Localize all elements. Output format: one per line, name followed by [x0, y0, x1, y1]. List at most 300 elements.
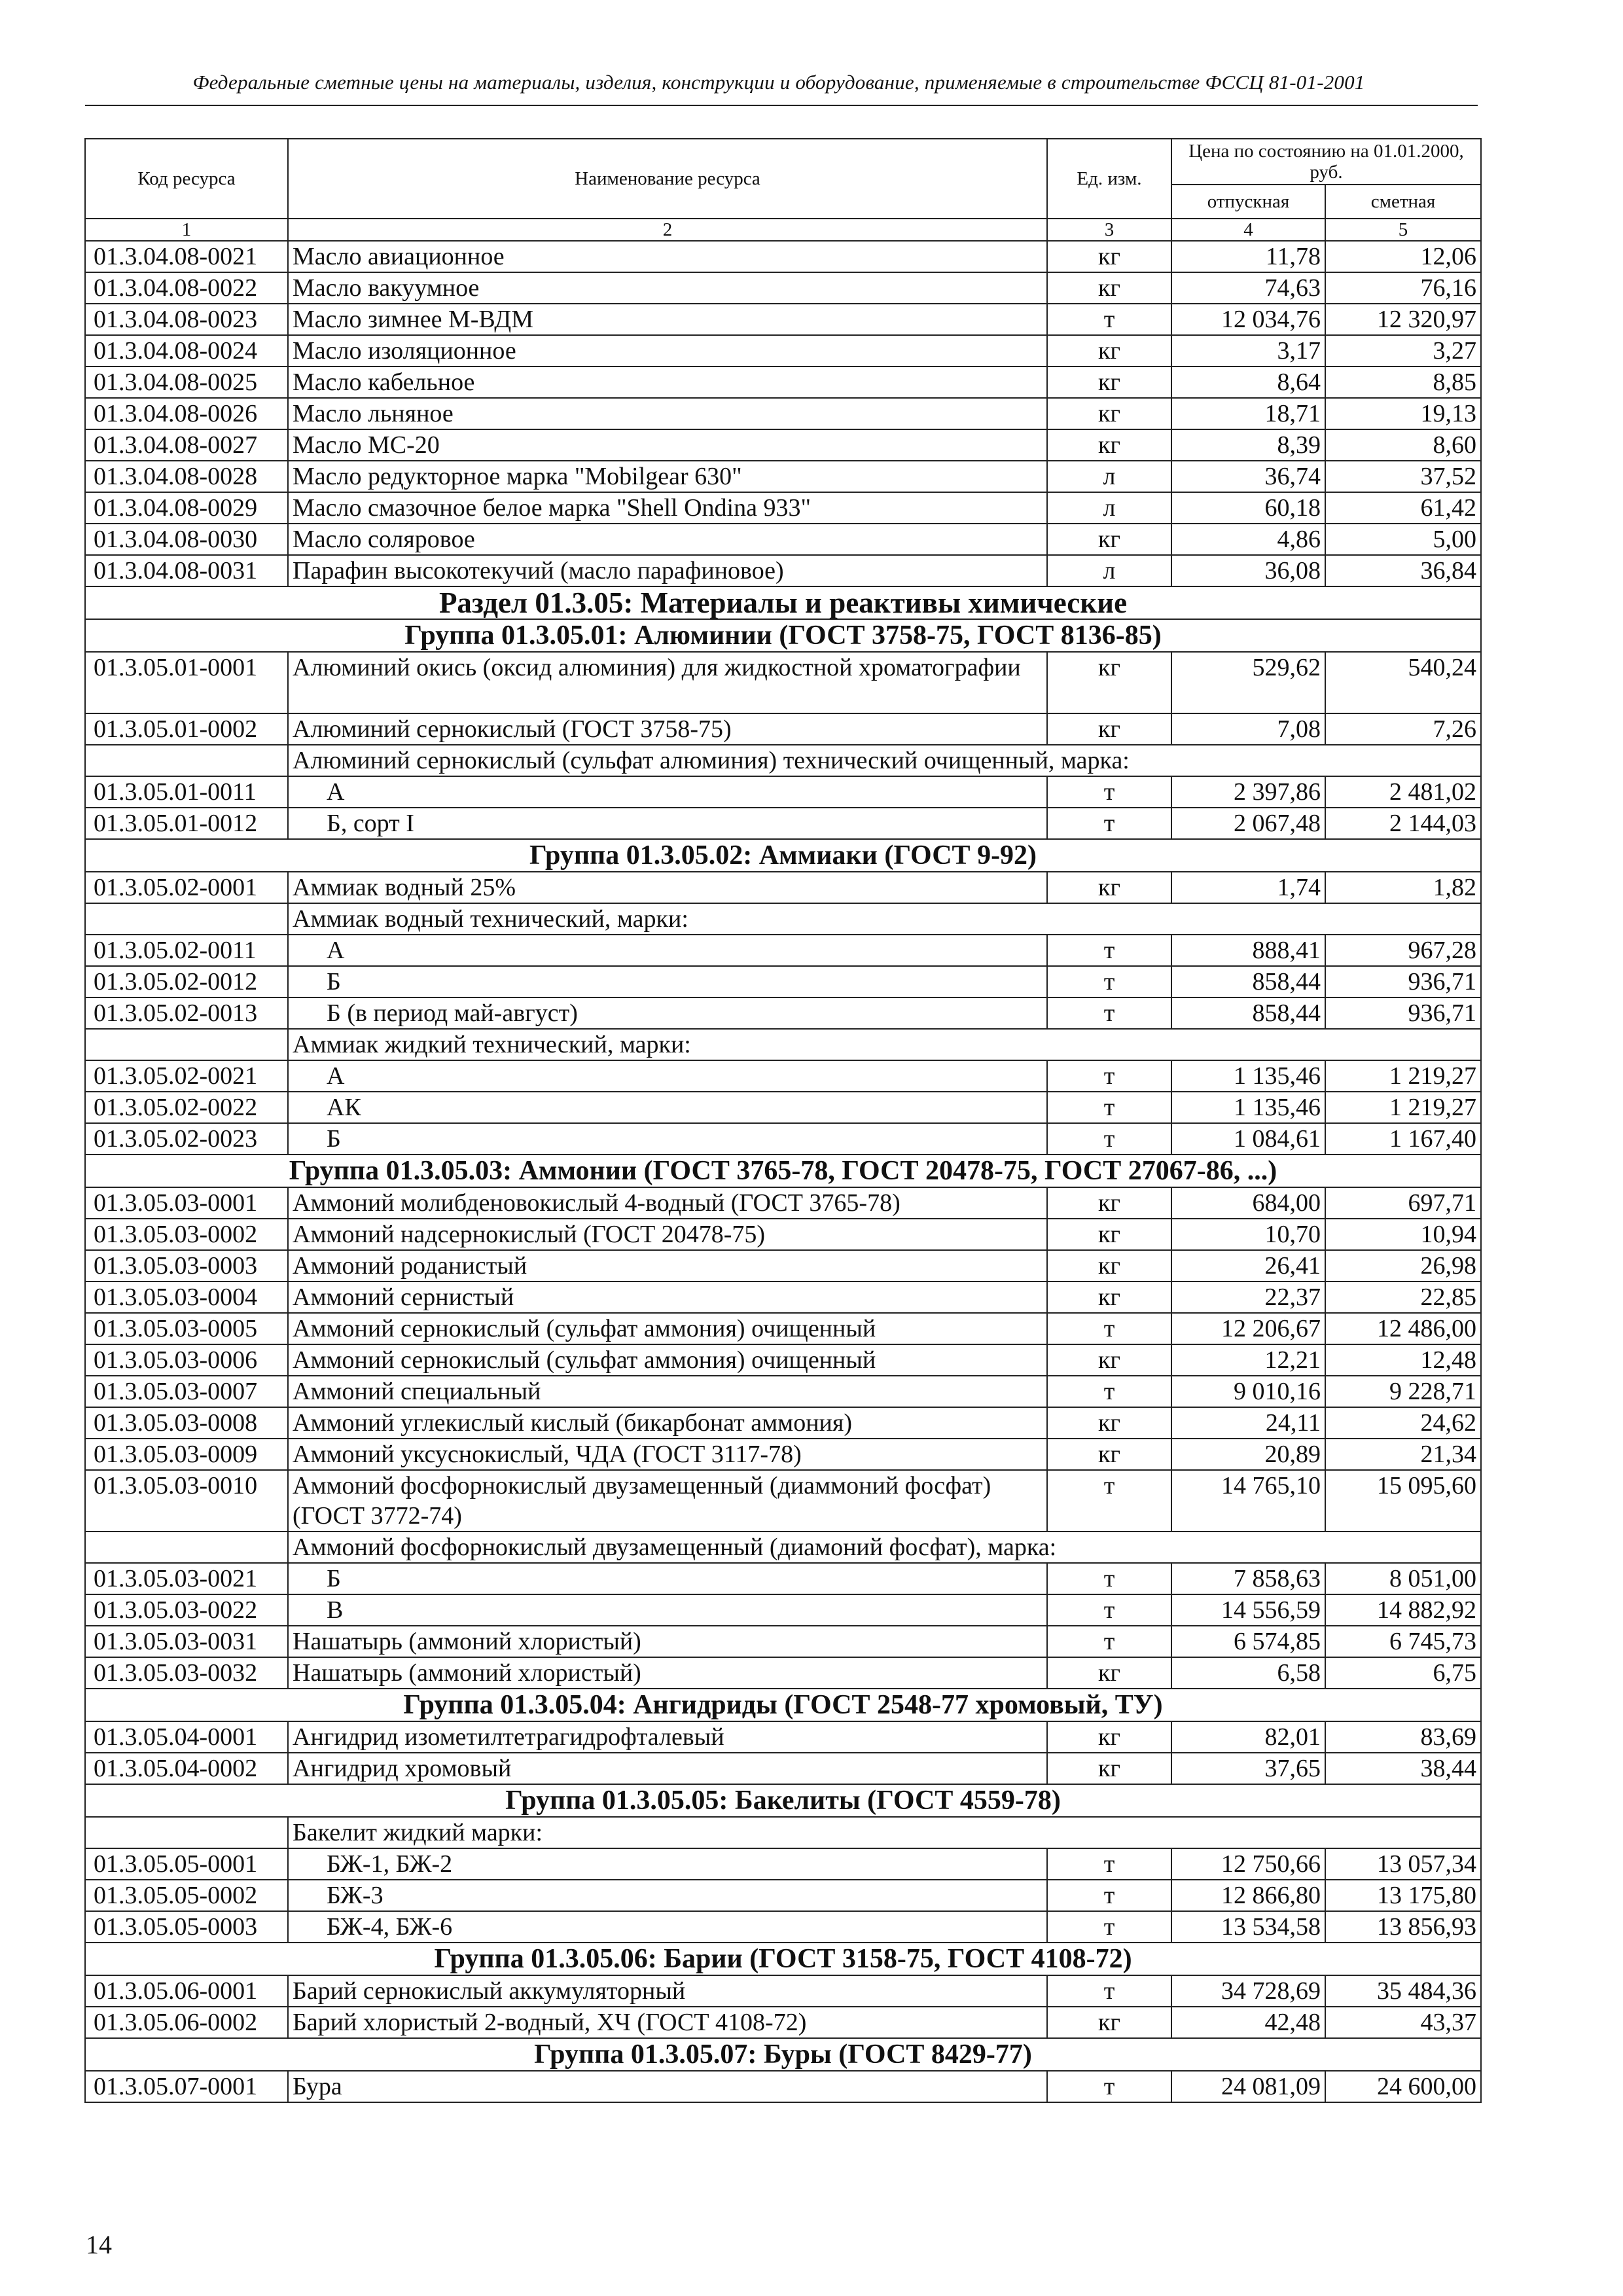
resource-code: 01.3.04.08-0021: [85, 241, 288, 272]
estimate-price: 1 167,40: [1325, 1123, 1481, 1155]
estimate-price: 2 144,03: [1325, 808, 1481, 839]
table-row: [85, 1187, 1481, 1219]
unit-of-measure: кг: [1047, 2007, 1171, 2038]
resource-name: Нашатырь (аммоний хлористый): [288, 1626, 1047, 1657]
estimate-price: 38,44: [1325, 1753, 1481, 1784]
estimate-price: 9 228,71: [1325, 1376, 1481, 1407]
estimate-price: 936,71: [1325, 966, 1481, 997]
release-price: 6,58: [1171, 1657, 1325, 1689]
unit-of-measure: кг: [1047, 1721, 1171, 1753]
resource-code: 01.3.05.03-0005: [85, 1313, 288, 1344]
release-price: 858,44: [1171, 997, 1325, 1029]
unit-of-measure: т: [1047, 1313, 1171, 1344]
subheading-text: Аммоний фосфорнокислый двузамещенный (диамоний фосфат), марка:: [288, 1532, 1481, 1563]
release-price: 684,00: [1171, 1187, 1325, 1219]
estimate-price: 8,60: [1325, 429, 1481, 461]
col-number: 4: [1171, 219, 1325, 241]
table-row: [85, 1376, 1481, 1407]
unit-of-measure: т: [1047, 1470, 1171, 1532]
estimate-price: 5,00: [1325, 524, 1481, 555]
table-row: [85, 966, 1481, 997]
estimate-price: 15 095,60: [1325, 1470, 1481, 1532]
unit-of-measure: т: [1047, 1376, 1171, 1407]
release-price: 12 034,76: [1171, 304, 1325, 335]
estimate-price: 24,62: [1325, 1407, 1481, 1439]
table-row: [85, 524, 1481, 555]
resource-code: 01.3.05.06-0002: [85, 2007, 288, 2038]
resource-name: Аммоний фосфорнокислый двузамещенный (диаммоний фосфат) (ГОСТ 3772-74): [288, 1470, 1047, 1532]
release-price: 20,89: [1171, 1439, 1325, 1470]
resource-name: Аммоний углекислый кислый (бикарбонат аммония): [288, 1407, 1047, 1439]
estimate-price: 19,13: [1325, 398, 1481, 429]
resource-code: 01.3.05.04-0001: [85, 1721, 288, 1753]
resource-name: Масло авиационное: [288, 241, 1047, 272]
table-row: [85, 872, 1481, 903]
release-price: 36,74: [1171, 461, 1325, 492]
subheading-text: Аммиак жидкий технический, марки:: [288, 1029, 1481, 1060]
unit-of-measure: кг: [1047, 713, 1171, 745]
unit-of-measure: т: [1047, 1123, 1171, 1155]
unit-of-measure: кг: [1047, 398, 1171, 429]
unit-of-measure: кг: [1047, 241, 1171, 272]
estimate-price: 37,52: [1325, 461, 1481, 492]
table-row: [85, 713, 1481, 745]
resource-name: Алюминий окись (оксид алюминия) для жидкостной хроматографии: [288, 652, 1047, 713]
resource-name: Аммоний надсернокислый (ГОСТ 20478-75): [288, 1219, 1047, 1250]
resource-code: 01.3.05.03-0001: [85, 1187, 288, 1219]
release-price: 37,65: [1171, 1753, 1325, 1784]
table-row: [85, 776, 1481, 808]
unit-of-measure: л: [1047, 492, 1171, 524]
table-row: [85, 2071, 1481, 2102]
table-row: [85, 1407, 1481, 1439]
resource-name: А: [288, 1060, 1047, 1092]
release-price: 26,41: [1171, 1250, 1325, 1282]
unit-of-measure: т: [1047, 1975, 1171, 2007]
estimate-price: 12 486,00: [1325, 1313, 1481, 1344]
estimate-price: 3,27: [1325, 335, 1481, 367]
resource-code: 01.3.05.05-0001: [85, 1848, 288, 1880]
release-price: 1,74: [1171, 872, 1325, 903]
release-price: 22,37: [1171, 1282, 1325, 1313]
release-price: 7 858,63: [1171, 1563, 1325, 1594]
group-title: Группа 01.3.05.07: Буры (ГОСТ 8429-77): [85, 2038, 1481, 2071]
resource-name: Аммоний специальный: [288, 1376, 1047, 1407]
resource-name: Масло вакуумное: [288, 272, 1047, 304]
unit-of-measure: кг: [1047, 335, 1171, 367]
release-price: 34 728,69: [1171, 1975, 1325, 2007]
resource-name: Аммоний роданистый: [288, 1250, 1047, 1282]
release-price: 82,01: [1171, 1721, 1325, 1753]
resource-code: 01.3.05.06-0001: [85, 1975, 288, 2007]
col-header-name: Наименование ресурса: [288, 139, 1047, 219]
estimate-price: 8,85: [1325, 367, 1481, 398]
estimate-price: 12 320,97: [1325, 304, 1481, 335]
resource-code: 01.3.05.01-0012: [85, 808, 288, 839]
table-row: [85, 808, 1481, 839]
group-title: Группа 01.3.05.06: Барии (ГОСТ 3158-75, ГОСТ 4108-72): [85, 1943, 1481, 1975]
table-row: [85, 2007, 1481, 2038]
resource-name: Б: [288, 1123, 1047, 1155]
resource-code: 01.3.05.01-0011: [85, 776, 288, 808]
table-row: [85, 1060, 1481, 1092]
estimate-price: 26,98: [1325, 1250, 1481, 1282]
resource-code: 01.3.04.08-0028: [85, 461, 288, 492]
resource-code: 01.3.04.08-0030: [85, 524, 288, 555]
release-price: 529,62: [1171, 652, 1325, 713]
unit-of-measure: кг: [1047, 367, 1171, 398]
resource-name: Аммоний уксуснокислый, ЧДА (ГОСТ 3117-78): [288, 1439, 1047, 1470]
resource-code: 01.3.05.07-0001: [85, 2071, 288, 2102]
release-price: 8,64: [1171, 367, 1325, 398]
table-row: [85, 1911, 1481, 1943]
estimate-price: 13 856,93: [1325, 1911, 1481, 1943]
release-price: 2 067,48: [1171, 808, 1325, 839]
release-price: 11,78: [1171, 241, 1325, 272]
release-price: 8,39: [1171, 429, 1325, 461]
table-row: [85, 1344, 1481, 1376]
subheading-row: [85, 1817, 1481, 1848]
table-row: [85, 1594, 1481, 1626]
resource-code: 01.3.05.04-0002: [85, 1753, 288, 1784]
release-price: 13 534,58: [1171, 1911, 1325, 1943]
resource-code: 01.3.05.02-0012: [85, 966, 288, 997]
unit-of-measure: т: [1047, 1060, 1171, 1092]
table-row: [85, 1250, 1481, 1282]
section-heading-row: [85, 586, 1481, 619]
release-price: 9 010,16: [1171, 1376, 1325, 1407]
release-price: 4,86: [1171, 524, 1325, 555]
group-title: Группа 01.3.05.02: Аммиаки (ГОСТ 9-92): [85, 839, 1481, 872]
resource-name: Аммоний сернокислый (сульфат аммония) очищенный: [288, 1344, 1047, 1376]
release-price: 888,41: [1171, 935, 1325, 966]
col-header-release: отпускная: [1171, 185, 1325, 219]
unit-of-measure: т: [1047, 1092, 1171, 1123]
resource-code: 01.3.05.03-0022: [85, 1594, 288, 1626]
table-row: [85, 1657, 1481, 1689]
resource-code: 01.3.04.08-0024: [85, 335, 288, 367]
resource-name: Б: [288, 966, 1047, 997]
resource-code: 01.3.05.03-0004: [85, 1282, 288, 1313]
table-row: [85, 272, 1481, 304]
estimate-price: 14 882,92: [1325, 1594, 1481, 1626]
col-number: 1: [85, 219, 288, 241]
release-price: 42,48: [1171, 2007, 1325, 2038]
unit-of-measure: кг: [1047, 1407, 1171, 1439]
unit-of-measure: т: [1047, 966, 1171, 997]
estimate-price: 1 219,27: [1325, 1092, 1481, 1123]
unit-of-measure: л: [1047, 461, 1171, 492]
estimate-price: 83,69: [1325, 1721, 1481, 1753]
resource-name: Масло льняное: [288, 398, 1047, 429]
table-header: [85, 139, 1481, 241]
subheading-text: Бакелит жидкий марки:: [288, 1817, 1481, 1848]
resource-code: 01.3.04.08-0022: [85, 272, 288, 304]
table-row: [85, 1439, 1481, 1470]
resource-name: В: [288, 1594, 1047, 1626]
estimate-price: 13 175,80: [1325, 1880, 1481, 1911]
resource-code: 01.3.04.08-0026: [85, 398, 288, 429]
table-row: [85, 429, 1481, 461]
release-price: 12 750,66: [1171, 1848, 1325, 1880]
table-row: [85, 367, 1481, 398]
group-title: Группа 01.3.05.03: Аммонии (ГОСТ 3765-78, ГОСТ 20478-75, ГОСТ 27067-86, ...): [85, 1155, 1481, 1187]
resource-code: 01.3.05.03-0031: [85, 1626, 288, 1657]
release-price: 24 081,09: [1171, 2071, 1325, 2102]
release-price: 14 765,10: [1171, 1470, 1325, 1532]
resource-name: Масло изоляционное: [288, 335, 1047, 367]
resource-name: Аммоний сернокислый (сульфат аммония) очищенный: [288, 1313, 1047, 1344]
release-price: 6 574,85: [1171, 1626, 1325, 1657]
unit-of-measure: кг: [1047, 872, 1171, 903]
release-price: 2 397,86: [1171, 776, 1325, 808]
unit-of-measure: кг: [1047, 1439, 1171, 1470]
resource-name: Ангидрид изометилтетрагидрофталевый: [288, 1721, 1047, 1753]
estimate-price: 7,26: [1325, 713, 1481, 745]
table-row: [85, 652, 1481, 713]
estimate-price: 61,42: [1325, 492, 1481, 524]
table-row: [85, 461, 1481, 492]
resource-name: Масло МС-20: [288, 429, 1047, 461]
estimate-price: 43,37: [1325, 2007, 1481, 2038]
resource-code: 01.3.05.02-0023: [85, 1123, 288, 1155]
subheading-row: [85, 745, 1481, 776]
table-row: [85, 1470, 1481, 1532]
empty-cell: [85, 745, 288, 776]
page-number: 14: [86, 2230, 112, 2259]
unit-of-measure: т: [1047, 1626, 1171, 1657]
table-row: [85, 1848, 1481, 1880]
group-title: Группа 01.3.05.01: Алюминии (ГОСТ 3758-75, ГОСТ 8136-85): [85, 619, 1481, 652]
col-number: 2: [288, 219, 1047, 241]
group-heading-row: [85, 2038, 1481, 2071]
group-heading-row: [85, 1155, 1481, 1187]
resource-code: 01.3.04.08-0029: [85, 492, 288, 524]
resource-code: 01.3.05.01-0001: [85, 652, 288, 713]
release-price: 1 084,61: [1171, 1123, 1325, 1155]
resource-code: 01.3.05.02-0013: [85, 997, 288, 1029]
resource-name: Барий хлористый 2-водный, ХЧ (ГОСТ 4108-72): [288, 2007, 1047, 2038]
estimate-price: 36,84: [1325, 555, 1481, 586]
resource-name: БЖ-3: [288, 1880, 1047, 1911]
release-price: 10,70: [1171, 1219, 1325, 1250]
estimate-price: 22,85: [1325, 1282, 1481, 1313]
group-heading-row: [85, 839, 1481, 872]
col-header-unit: Ед. изм.: [1047, 139, 1171, 219]
resource-code: 01.3.05.02-0001: [85, 872, 288, 903]
table-row: [85, 398, 1481, 429]
table-row: [85, 1282, 1481, 1313]
resource-name: БЖ-1, БЖ-2: [288, 1848, 1047, 1880]
resource-code: 01.3.05.03-0002: [85, 1219, 288, 1250]
group-title: Группа 01.3.05.04: Ангидриды (ГОСТ 2548-77 хромовый, ТУ): [85, 1689, 1481, 1721]
estimate-price: 936,71: [1325, 997, 1481, 1029]
col-header-code: Код ресурса: [85, 139, 288, 219]
estimate-price: 6 745,73: [1325, 1626, 1481, 1657]
table-row: [85, 335, 1481, 367]
estimate-price: 1,82: [1325, 872, 1481, 903]
resource-name: Аммоний сернистый: [288, 1282, 1047, 1313]
subheading-text: Аммиак водный технический, марки:: [288, 903, 1481, 935]
table-row: [85, 241, 1481, 272]
unit-of-measure: кг: [1047, 1250, 1171, 1282]
resource-name: А: [288, 776, 1047, 808]
resource-name: Масло редукторное марка "Mobilgear 630": [288, 461, 1047, 492]
unit-of-measure: т: [1047, 304, 1171, 335]
unit-of-measure: т: [1047, 1911, 1171, 1943]
estimate-price: 697,71: [1325, 1187, 1481, 1219]
resource-code: 01.3.04.08-0025: [85, 367, 288, 398]
release-price: 18,71: [1171, 398, 1325, 429]
estimate-price: 6,75: [1325, 1657, 1481, 1689]
estimate-price: 967,28: [1325, 935, 1481, 966]
table-row: [85, 1123, 1481, 1155]
unit-of-measure: т: [1047, 1594, 1171, 1626]
resource-code: 01.3.05.03-0007: [85, 1376, 288, 1407]
release-price: 14 556,59: [1171, 1594, 1325, 1626]
group-heading-row: [85, 1784, 1481, 1817]
unit-of-measure: т: [1047, 776, 1171, 808]
unit-of-measure: кг: [1047, 429, 1171, 461]
resource-code: 01.3.05.02-0021: [85, 1060, 288, 1092]
unit-of-measure: кг: [1047, 524, 1171, 555]
estimate-price: 8 051,00: [1325, 1563, 1481, 1594]
unit-of-measure: т: [1047, 935, 1171, 966]
unit-of-measure: кг: [1047, 1753, 1171, 1784]
resource-code: 01.3.05.03-0006: [85, 1344, 288, 1376]
unit-of-measure: кг: [1047, 272, 1171, 304]
header-rule: [85, 105, 1478, 106]
resource-code: 01.3.05.03-0010: [85, 1470, 288, 1532]
resource-name: Алюминий сернокислый (ГОСТ 3758-75): [288, 713, 1047, 745]
table-row: [85, 492, 1481, 524]
unit-of-measure: кг: [1047, 1282, 1171, 1313]
release-price: 12,21: [1171, 1344, 1325, 1376]
release-price: 3,17: [1171, 335, 1325, 367]
col-number: 5: [1325, 219, 1481, 241]
resource-name: Ангидрид хромовый: [288, 1753, 1047, 1784]
unit-of-measure: т: [1047, 1880, 1171, 1911]
subheading-row: [85, 1532, 1481, 1563]
empty-cell: [85, 1029, 288, 1060]
unit-of-measure: т: [1047, 1848, 1171, 1880]
resource-code: 01.3.05.05-0003: [85, 1911, 288, 1943]
resource-code: 01.3.05.02-0011: [85, 935, 288, 966]
unit-of-measure: кг: [1047, 1344, 1171, 1376]
resource-code: 01.3.05.02-0022: [85, 1092, 288, 1123]
running-header: Федеральные сметные цены на материалы, изделия, конструкции и оборудование, применяемые в строительстве ФССЦ 81-01-2001: [192, 71, 1365, 94]
subheading-row: [85, 1029, 1481, 1060]
unit-of-measure: кг: [1047, 652, 1171, 713]
price-table: [84, 138, 1482, 2103]
release-price: 12 206,67: [1171, 1313, 1325, 1344]
release-price: 1 135,46: [1171, 1092, 1325, 1123]
resource-code: 01.3.05.01-0002: [85, 713, 288, 745]
resource-name: Парафин высокотекучий (масло парафиновое): [288, 555, 1047, 586]
table-row: [85, 304, 1481, 335]
unit-of-measure: л: [1047, 555, 1171, 586]
estimate-price: 10,94: [1325, 1219, 1481, 1250]
estimate-price: 1 219,27: [1325, 1060, 1481, 1092]
unit-of-measure: кг: [1047, 1187, 1171, 1219]
resource-name: АК: [288, 1092, 1047, 1123]
resource-code: 01.3.05.03-0032: [85, 1657, 288, 1689]
resource-code: 01.3.04.08-0031: [85, 555, 288, 586]
resource-name: Барий сернокислый аккумуляторный: [288, 1975, 1047, 2007]
group-heading-row: [85, 1943, 1481, 1975]
col-header-price-group: Цена по состоянию на 01.01.2000, руб.: [1171, 139, 1481, 185]
estimate-price: 2 481,02: [1325, 776, 1481, 808]
table-row: [85, 1313, 1481, 1344]
empty-cell: [85, 903, 288, 935]
table-row: [85, 1626, 1481, 1657]
resource-name: Масло смазочное белое марка "Shell Ondina 933": [288, 492, 1047, 524]
resource-name: Б, сорт I: [288, 808, 1047, 839]
group-title: Группа 01.3.05.05: Бакелиты (ГОСТ 4559-78): [85, 1784, 1481, 1817]
release-price: 74,63: [1171, 272, 1325, 304]
table-row: [85, 1975, 1481, 2007]
unit-of-measure: т: [1047, 997, 1171, 1029]
estimate-price: 12,48: [1325, 1344, 1481, 1376]
resource-name: Б: [288, 1563, 1047, 1594]
resource-code: 01.3.05.03-0003: [85, 1250, 288, 1282]
resource-code: 01.3.05.03-0021: [85, 1563, 288, 1594]
group-heading-row: [85, 1689, 1481, 1721]
release-price: 1 135,46: [1171, 1060, 1325, 1092]
resource-name: Масло зимнее М-ВДМ: [288, 304, 1047, 335]
unit-of-measure: кг: [1047, 1219, 1171, 1250]
table-row: [85, 1753, 1481, 1784]
resource-name: Бура: [288, 2071, 1047, 2102]
resource-name: Масло соляровое: [288, 524, 1047, 555]
table-row: [85, 555, 1481, 586]
resource-name: Аммоний молибденовокислый 4-водный (ГОСТ 3765-78): [288, 1187, 1047, 1219]
resource-code: 01.3.04.08-0023: [85, 304, 288, 335]
table-body: [85, 241, 1481, 2102]
resource-name: БЖ-4, БЖ-6: [288, 1911, 1047, 1943]
resource-code: 01.3.04.08-0027: [85, 429, 288, 461]
resource-name: Аммиак водный 25%: [288, 872, 1047, 903]
resource-code: 01.3.05.03-0008: [85, 1407, 288, 1439]
estimate-price: 76,16: [1325, 272, 1481, 304]
table-row: [85, 1721, 1481, 1753]
table-row: [85, 1219, 1481, 1250]
estimate-price: 24 600,00: [1325, 2071, 1481, 2102]
unit-of-measure: кг: [1047, 1657, 1171, 1689]
table-row: [85, 1880, 1481, 1911]
section-title: Раздел 01.3.05: Материалы и реактивы химические: [85, 586, 1481, 619]
group-heading-row: [85, 619, 1481, 652]
release-price: 12 866,80: [1171, 1880, 1325, 1911]
resource-name: Нашатырь (аммоний хлористый): [288, 1657, 1047, 1689]
resource-name: А: [288, 935, 1047, 966]
release-price: 858,44: [1171, 966, 1325, 997]
estimate-price: 21,34: [1325, 1439, 1481, 1470]
unit-of-measure: т: [1047, 808, 1171, 839]
resource-name: Б (в период май-август): [288, 997, 1047, 1029]
col-number: 3: [1047, 219, 1171, 241]
estimate-price: 540,24: [1325, 652, 1481, 713]
empty-cell: [85, 1817, 288, 1848]
estimate-price: 13 057,34: [1325, 1848, 1481, 1880]
release-price: 36,08: [1171, 555, 1325, 586]
resource-name: Масло кабельное: [288, 367, 1047, 398]
empty-cell: [85, 1532, 288, 1563]
table-row: [85, 997, 1481, 1029]
table-row: [85, 935, 1481, 966]
unit-of-measure: т: [1047, 2071, 1171, 2102]
table-row: [85, 1563, 1481, 1594]
